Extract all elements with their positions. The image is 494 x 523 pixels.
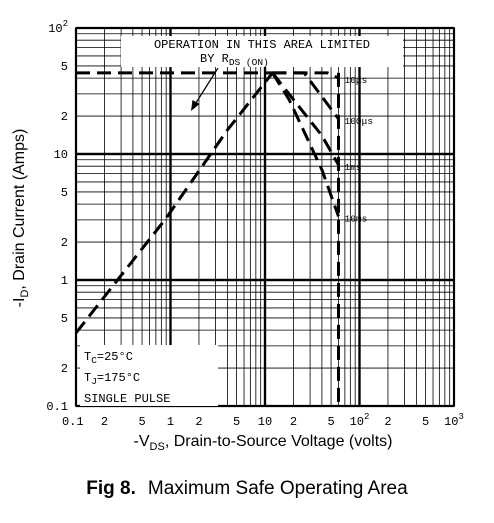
region-annotation-line2: BY $R_{DS (ON)}$ — [200, 52, 269, 68]
y-tick-label: 2 — [60, 236, 68, 251]
single-pulse-label: SINGLE PULSE — [84, 392, 171, 406]
annotation-arrow — [191, 68, 218, 111]
y-tick-label: 10 — [53, 148, 68, 162]
x-tick-label: 1 — [166, 415, 175, 429]
x-tick-label: 2 — [289, 415, 298, 429]
y-tick-label: 5 — [60, 59, 68, 74]
figure-title: Maximum Safe Operating Area — [147, 478, 408, 499]
x-tick-label: 5 — [232, 415, 241, 429]
y-tick-label: 5 — [60, 311, 68, 326]
x-tick-label: 5 — [421, 415, 430, 429]
x-tick-label: 2 — [384, 415, 392, 429]
pulse-label-10us: 10μs — [344, 75, 368, 87]
pulse-label-100us: 100μs — [344, 115, 374, 127]
y-tick-label: 1 — [60, 274, 68, 288]
x-tick-label: 10 — [257, 415, 273, 429]
pulse-label-1ms: 1ms — [344, 161, 362, 173]
soa-curve-100us — [273, 73, 339, 119]
x-tick-label: $10^3$ — [444, 412, 464, 429]
figure-caption — [0, 478, 494, 500]
x-tick-label: $10^2$ — [349, 412, 370, 429]
figure-number: Fig 8. — [86, 478, 136, 499]
x-tick-label: 0.1 — [62, 415, 84, 429]
x-axis-title: $-V_{DS}$, Drain-to-Source Voltage (volts) — [133, 433, 393, 453]
x-tick-label: 2 — [195, 415, 203, 429]
y-tick-label: 5 — [60, 185, 68, 200]
pulse-label-10ms: 10ms — [344, 213, 368, 225]
case-temperature-label: $T_C=25^\circ C$ — [84, 350, 133, 366]
y-tick-label: 2 — [60, 362, 68, 377]
x-tick-label: 5 — [138, 415, 146, 429]
region-annotation-line1: OPERATION IN THIS AREA LIMITED — [153, 38, 371, 52]
soa-curve-r-ds-on-limit — [76, 73, 273, 333]
x-tick-label: 5 — [327, 415, 335, 429]
junction-temperature-label: $T_J=175^\circ C$ — [84, 371, 141, 387]
y-axis-title: $-I_D$, Drain Current (Amps) — [11, 128, 31, 308]
x-tick-label: 2 — [100, 415, 109, 429]
soa-curve-1ms — [273, 73, 339, 165]
y-tick-label: 0.1 — [46, 400, 68, 414]
y-tick-label: $10^2$ — [48, 19, 68, 36]
y-tick-label: 2 — [60, 110, 68, 125]
